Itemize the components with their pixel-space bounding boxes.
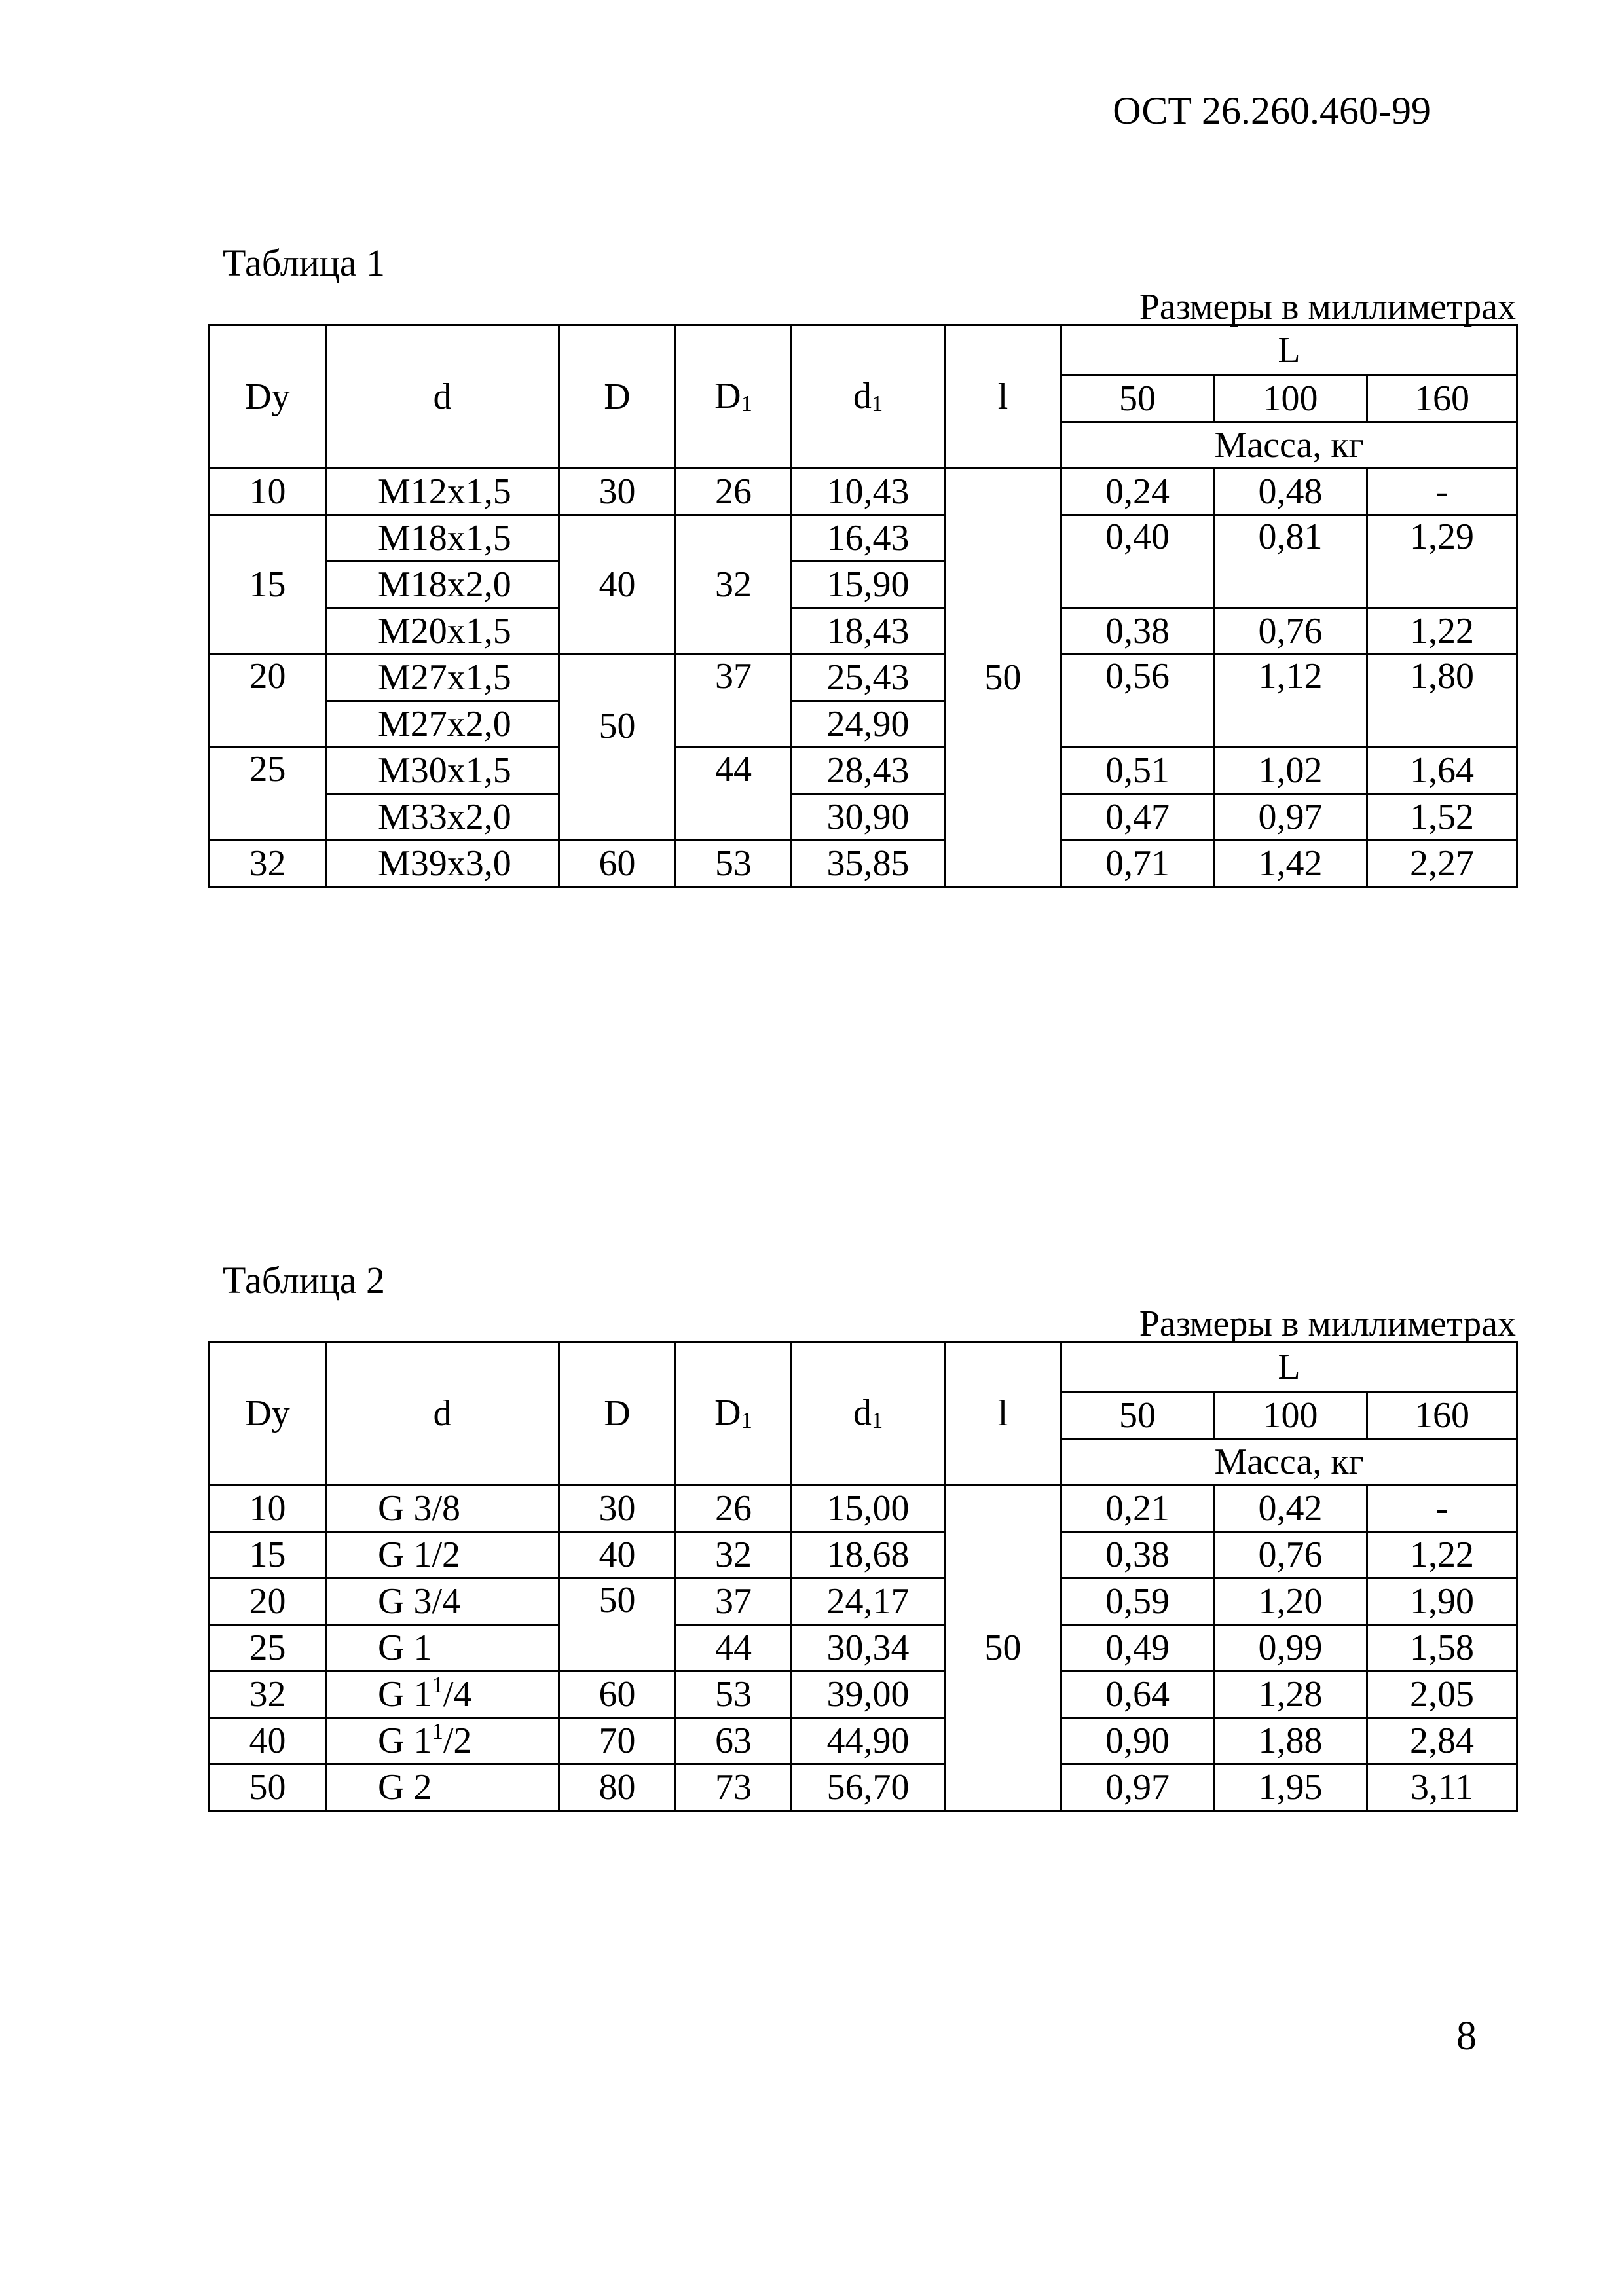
cell-D1: 37: [676, 1578, 792, 1625]
col-header-D: D: [559, 1342, 676, 1485]
cell-dy: 40: [210, 1718, 326, 1764]
cell-mass-50: 0,56: [1061, 655, 1214, 748]
cell-dy: 25: [210, 1625, 326, 1671]
table-row: [210, 1718, 1517, 1764]
cell-mass-160: 2,05: [1367, 1671, 1517, 1718]
table2: [208, 1341, 1518, 1812]
cell-dy: 20: [210, 1578, 326, 1625]
cell-mass-100: 1,02: [1214, 748, 1367, 794]
table-row: [210, 1625, 1517, 1671]
cell-mass-50: 0,38: [1061, 608, 1214, 655]
cell-d: М27х2,0: [326, 701, 559, 748]
col-header-L160: 160: [1367, 376, 1517, 422]
cell-mass-50: 0,90: [1061, 1718, 1214, 1764]
col-header-d1: $d_1$: [792, 325, 945, 469]
cell-D: 30: [559, 1485, 676, 1532]
cell-D1: 63: [676, 1718, 792, 1764]
cell-d1: 28,43: [792, 748, 945, 794]
table-row: [210, 1532, 1517, 1578]
cell-D1: 44: [676, 1625, 792, 1671]
cell-D: 80: [559, 1764, 676, 1811]
cell-mass-100: 0,97: [1214, 794, 1367, 841]
cell-d1: 15,90: [792, 562, 945, 608]
cell-mass-100: 1,88: [1214, 1718, 1367, 1764]
cell-D: 50: [559, 1578, 676, 1671]
cell-mass-160: 1,52: [1367, 794, 1517, 841]
cell-mass-50: 0,38: [1061, 1532, 1214, 1578]
cell-mass-160: 1,22: [1367, 608, 1517, 655]
table-row: [210, 655, 1517, 701]
cell-dy: 32: [210, 1671, 326, 1718]
cell-mass-160: 1,58: [1367, 1625, 1517, 1671]
cell-d: М27х1,5: [326, 655, 559, 701]
cell-d: G 1: [326, 1625, 559, 1671]
cell-d1: 16,43: [792, 515, 945, 562]
cell-mass-50: 0,47: [1061, 794, 1214, 841]
cell-l-merged: 50: [945, 469, 1061, 887]
table-row: [210, 1485, 1517, 1532]
col-header-L50: 50: [1061, 376, 1214, 422]
cell-D1: 26: [676, 469, 792, 515]
cell-mass-100: 1,42: [1214, 841, 1367, 887]
cell-D: 40: [559, 515, 676, 655]
table1: [208, 324, 1518, 888]
cell-dy: 10: [210, 469, 326, 515]
table-row: [210, 841, 1517, 887]
cell-mass-100: 1,20: [1214, 1578, 1367, 1625]
table-row: [210, 1764, 1517, 1811]
cell-dy: 20: [210, 655, 326, 748]
cell-mass-160: 2,84: [1367, 1718, 1517, 1764]
cell-mass-50: 0,49: [1061, 1625, 1214, 1671]
cell-dy: 50: [210, 1764, 326, 1811]
cell-mass-100: 1,28: [1214, 1671, 1367, 1718]
cell-d: М39х3,0: [326, 841, 559, 887]
table-row: [210, 608, 1517, 655]
cell-d1: 15,00: [792, 1485, 945, 1532]
cell-d1: 39,00: [792, 1671, 945, 1718]
col-header-d: d: [326, 1342, 559, 1485]
cell-D1: 53: [676, 841, 792, 887]
col-header-mass: Масса, кг: [1061, 1439, 1517, 1485]
cell-d: М30х1,5: [326, 748, 559, 794]
cell-D1: 53: [676, 1671, 792, 1718]
table-row: [210, 469, 1517, 515]
cell-d: G 3/8: [326, 1485, 559, 1532]
cell-l-merged: 50: [945, 1485, 1061, 1811]
cell-D: 70: [559, 1718, 676, 1764]
cell-mass-50: 0,51: [1061, 748, 1214, 794]
col-header-L100: 100: [1214, 376, 1367, 422]
cell-d: М33х2,0: [326, 794, 559, 841]
col-header-D: D: [559, 325, 676, 469]
table-row: [210, 1671, 1517, 1718]
page-number: 8: [1456, 2014, 1477, 2058]
cell-D1: 44: [676, 748, 792, 841]
cell-D1: 73: [676, 1764, 792, 1811]
cell-mass-160: 1,22: [1367, 1532, 1517, 1578]
table2-caption: Таблица 2: [223, 1259, 386, 1302]
table1-units-note: Размеры в миллиметрах: [1139, 287, 1516, 327]
cell-mass-160: 1,64: [1367, 748, 1517, 794]
col-header-dy: Dy: [210, 325, 326, 469]
col-header-D1: $D_1$: [676, 325, 792, 469]
cell-mass-160: 1,80: [1367, 655, 1517, 748]
cell-d: G $1^1/2$: [326, 1718, 559, 1764]
cell-mass-100: 0,81: [1214, 515, 1367, 608]
col-header-L: L: [1061, 1342, 1517, 1393]
cell-mass-100: 0,48: [1214, 469, 1367, 515]
cell-mass-50: 0,97: [1061, 1764, 1214, 1811]
cell-d1: 10,43: [792, 469, 945, 515]
cell-D1: 32: [676, 1532, 792, 1578]
cell-d1: 30,90: [792, 794, 945, 841]
cell-d1: 18,43: [792, 608, 945, 655]
cell-d: G $1^1/4$: [326, 1671, 559, 1718]
cell-d: М20х1,5: [326, 608, 559, 655]
cell-mass-160: 1,90: [1367, 1578, 1517, 1625]
document-code: ОСТ 26.260.460-99: [1113, 89, 1431, 132]
cell-dy: 32: [210, 841, 326, 887]
cell-d: М18х2,0: [326, 562, 559, 608]
cell-d1: 25,43: [792, 655, 945, 701]
cell-D: 40: [559, 1532, 676, 1578]
cell-mass-160: 2,27: [1367, 841, 1517, 887]
cell-mass-100: 0,42: [1214, 1485, 1367, 1532]
cell-d1: 44,90: [792, 1718, 945, 1764]
table-row: [210, 794, 1517, 841]
cell-d: G 1/2: [326, 1532, 559, 1578]
col-header-L50: 50: [1061, 1393, 1214, 1439]
cell-d1: 24,17: [792, 1578, 945, 1625]
table-row: [210, 748, 1517, 794]
cell-mass-100: 1,95: [1214, 1764, 1367, 1811]
cell-mass-100: 0,99: [1214, 1625, 1367, 1671]
col-header-l: l: [945, 325, 1061, 469]
cell-mass-50: 0,40: [1061, 515, 1214, 608]
col-header-L100: 100: [1214, 1393, 1367, 1439]
col-header-d1: $d_1$: [792, 1342, 945, 1485]
cell-mass-160: 1,29: [1367, 515, 1517, 608]
cell-mass-50: 0,24: [1061, 469, 1214, 515]
cell-D: 60: [559, 1671, 676, 1718]
cell-dy: 15: [210, 515, 326, 655]
cell-mass-100: 1,12: [1214, 655, 1367, 748]
table-row: [210, 1578, 1517, 1625]
cell-d: М12х1,5: [326, 469, 559, 515]
col-header-d: d: [326, 325, 559, 469]
col-header-L: L: [1061, 325, 1517, 376]
table1-caption: Таблица 1: [223, 242, 386, 284]
cell-mass-50: 0,64: [1061, 1671, 1214, 1718]
cell-d1: 56,70: [792, 1764, 945, 1811]
col-header-l: l: [945, 1342, 1061, 1485]
cell-D1: 32: [676, 515, 792, 655]
cell-mass-50: 0,21: [1061, 1485, 1214, 1532]
col-header-D1: $D_1$: [676, 1342, 792, 1485]
cell-mass-160: 3,11: [1367, 1764, 1517, 1811]
cell-d1: 30,34: [792, 1625, 945, 1671]
table-row: [210, 515, 1517, 562]
cell-D: 60: [559, 841, 676, 887]
cell-dy: 25: [210, 748, 326, 841]
cell-d: G 3/4: [326, 1578, 559, 1625]
cell-d1: 24,90: [792, 701, 945, 748]
col-header-mass: Масса, кг: [1061, 422, 1517, 469]
table2-units-note: Размеры в миллиметрах: [1139, 1303, 1516, 1344]
cell-dy: 10: [210, 1485, 326, 1532]
cell-D: 50: [559, 655, 676, 841]
cell-dy: 15: [210, 1532, 326, 1578]
col-header-dy: Dy: [210, 1342, 326, 1485]
cell-d: М18х1,5: [326, 515, 559, 562]
cell-mass-160: -: [1367, 469, 1517, 515]
cell-mass-100: 0,76: [1214, 608, 1367, 655]
cell-mass-50: 0,59: [1061, 1578, 1214, 1625]
cell-D1: 37: [676, 655, 792, 748]
cell-d: G 2: [326, 1764, 559, 1811]
cell-mass-50: 0,71: [1061, 841, 1214, 887]
cell-D1: 26: [676, 1485, 792, 1532]
cell-mass-100: 0,76: [1214, 1532, 1367, 1578]
cell-D: 30: [559, 469, 676, 515]
cell-d1: 18,68: [792, 1532, 945, 1578]
cell-d1: 35,85: [792, 841, 945, 887]
col-header-L160: 160: [1367, 1393, 1517, 1439]
cell-mass-160: -: [1367, 1485, 1517, 1532]
